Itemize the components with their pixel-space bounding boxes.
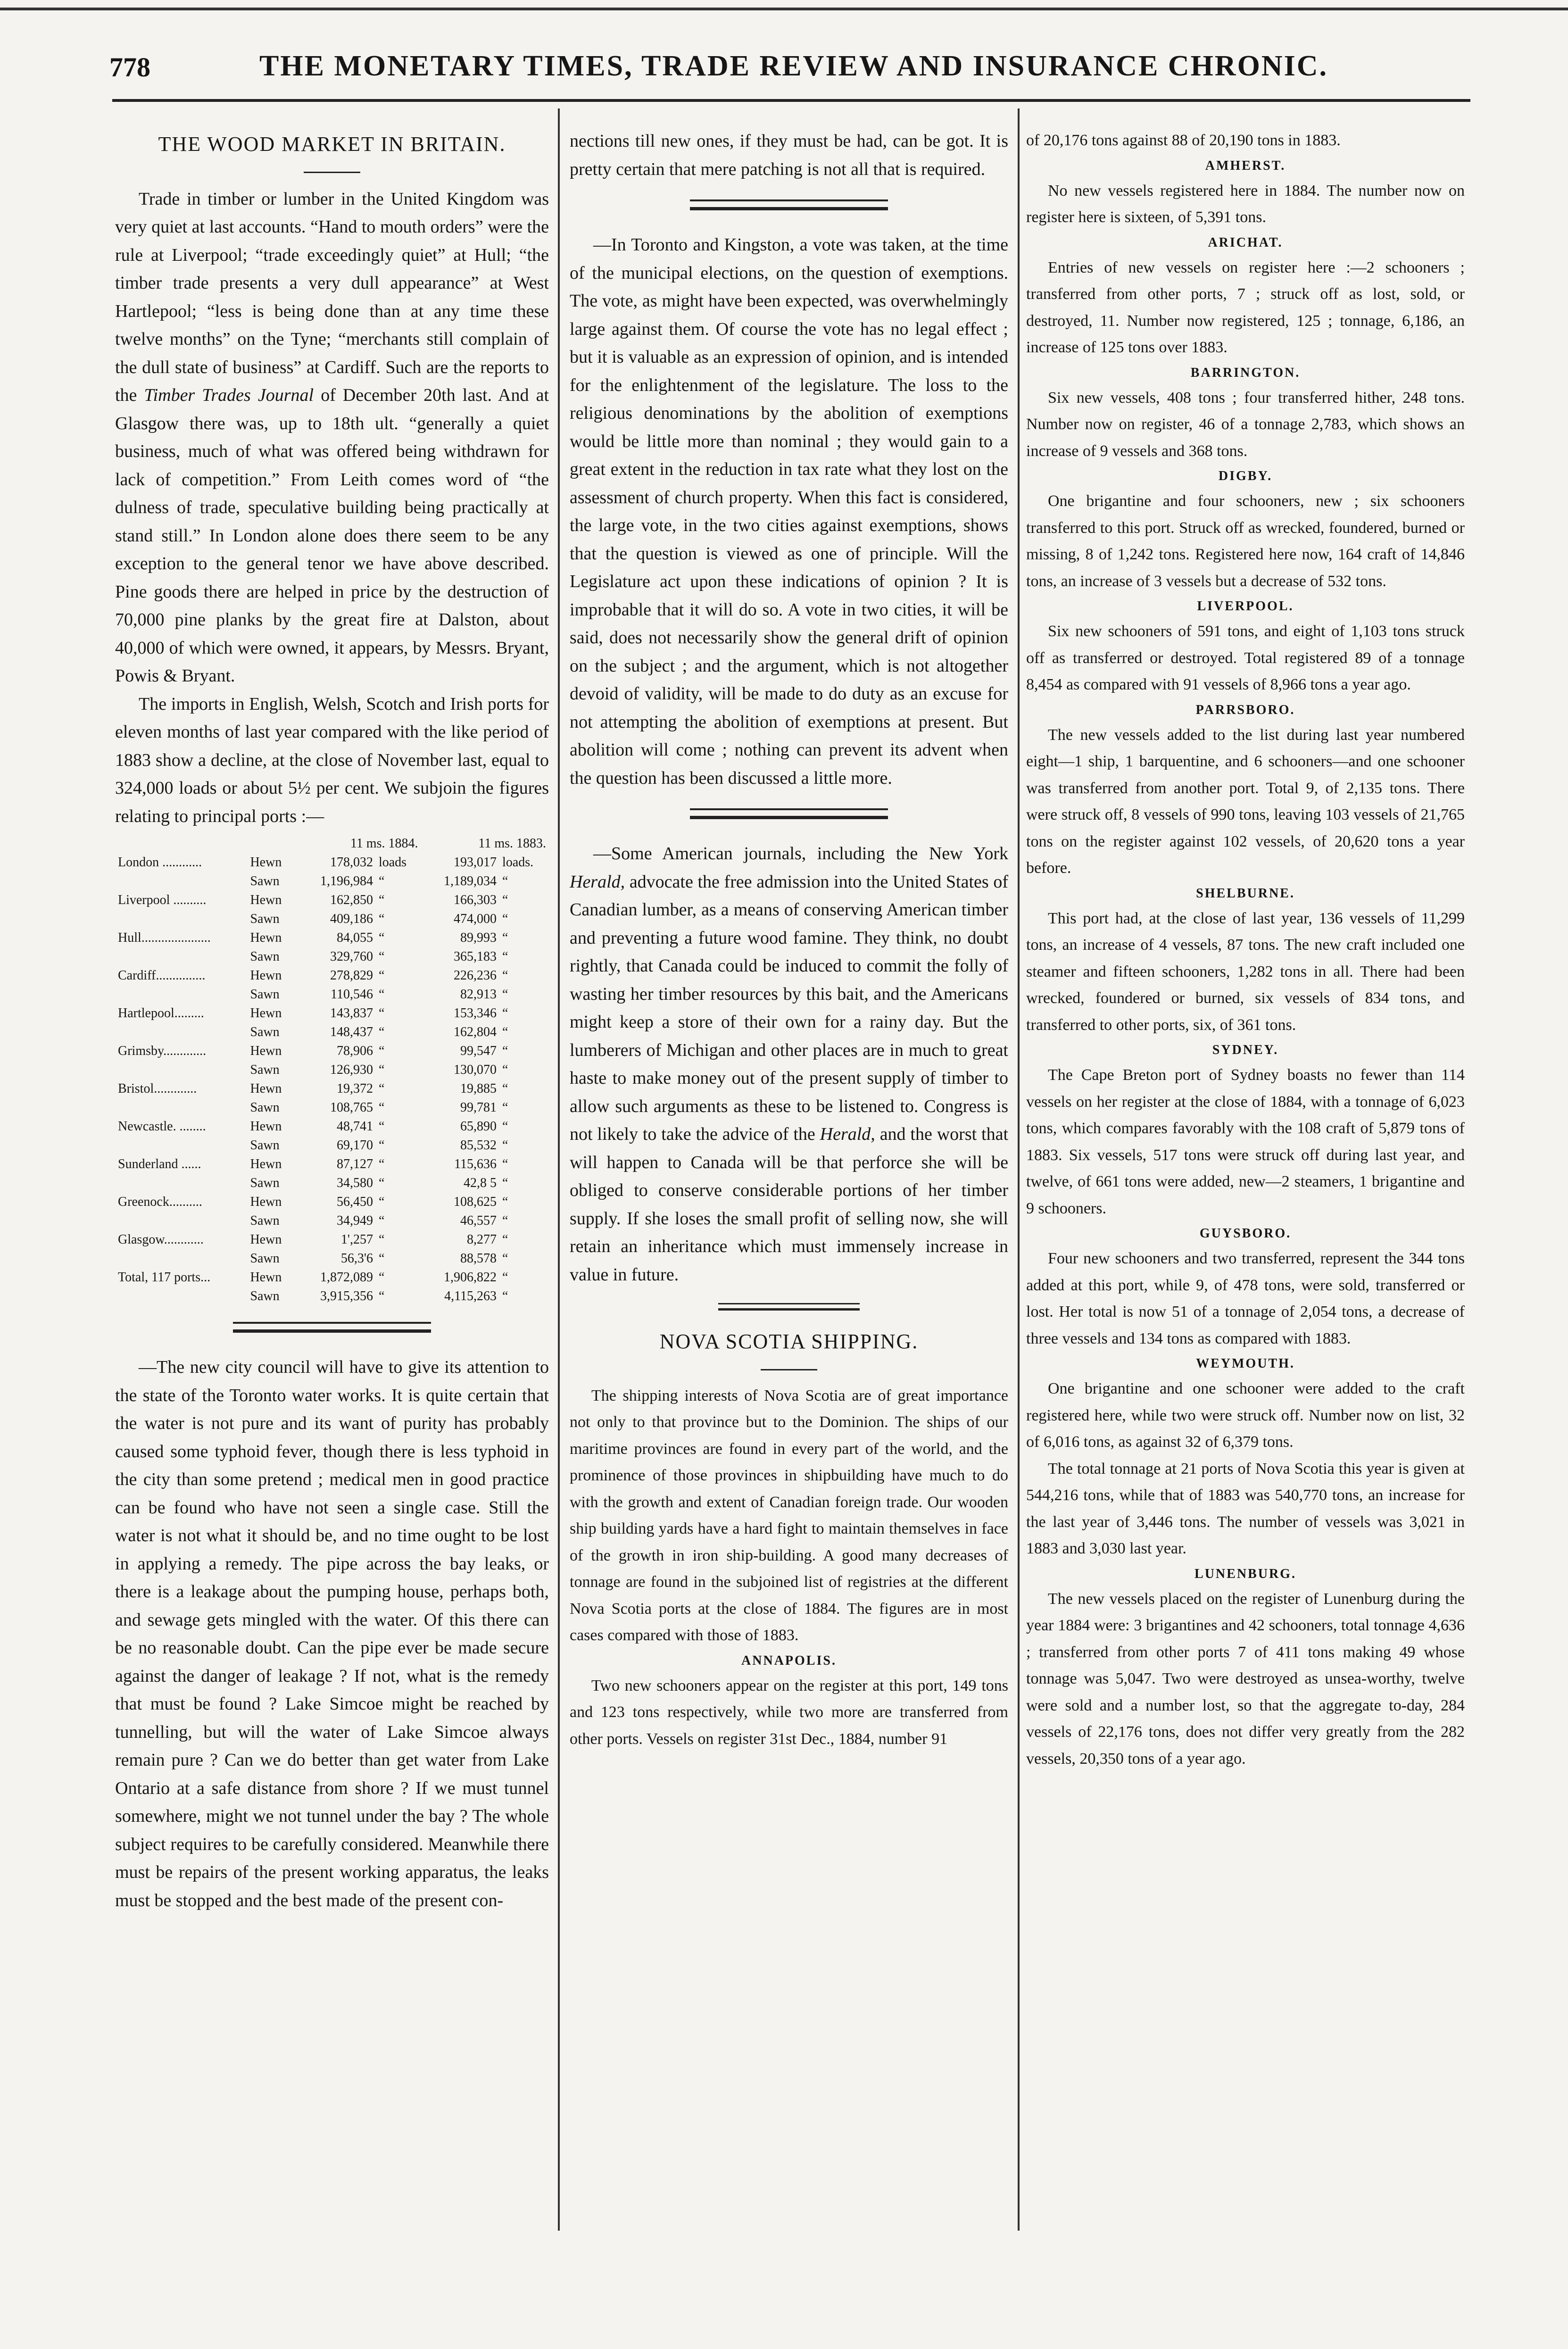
port-cell xyxy=(115,1061,247,1079)
value-1884-cell: 69,170 xyxy=(336,1138,373,1153)
value-1883-cell: 4,115,263 xyxy=(444,1289,497,1303)
newspaper-name: Herald, xyxy=(820,1124,875,1144)
kind-cell: Hewn xyxy=(250,1157,282,1171)
value-1884-cell: 278,829 xyxy=(330,968,373,983)
imports-table xyxy=(115,834,549,1306)
column-1 xyxy=(115,127,549,1915)
port-heading: AMHERST. xyxy=(1205,158,1286,173)
value-1883-cell: 88,578 xyxy=(460,1251,497,1266)
unit-cell: “ xyxy=(378,1270,385,1285)
value-1884-cell: 1,196,984 xyxy=(320,874,373,888)
port-cell xyxy=(115,947,247,966)
kind-cell: Hewn xyxy=(250,855,282,870)
paragraph: The new vessels placed on the register of Lunenburg during the year 1884 were: 3 brigantines and 42 schooners, total tonnage 4,636 ; transferred from other ports 7 of 411 tons making 49 whose tonnage was 5,047. Two were destroyed as unsea-worthy, twelve were sold and a number lost, so that the aggregate to-day, 284 vessels of 22,176 tons, does not differ very greatly from the 282 vessels, 20,350 tons of a year ago. xyxy=(1026,1590,1465,1768)
kind-cell: Sawn xyxy=(250,987,280,1002)
table-row xyxy=(115,1287,549,1306)
value-1884-cell: 3,915,356 xyxy=(320,1289,373,1303)
value-1883-cell: 193,017 xyxy=(454,855,497,870)
unit-cell: “ xyxy=(378,1119,385,1134)
kind-cell: Hewn xyxy=(250,930,282,945)
column-2 xyxy=(570,127,1008,1752)
unit-cell: “ xyxy=(502,1100,508,1115)
kind-cell: Hewn xyxy=(250,1195,282,1209)
unit-cell: “ xyxy=(378,1232,385,1247)
paragraph: Six new vessels, 408 tons ; four transferred hither, 248 tons. Number now on register, 46 of a tonnage 2,783, which shows an increase of 9 vessels and 368 tons. xyxy=(1026,389,1465,460)
value-1883-cell: 1,906,822 xyxy=(444,1270,497,1285)
unit-cell: “ xyxy=(502,987,508,1002)
value-1884-cell: 34,580 xyxy=(336,1176,373,1190)
kind-cell: Sawn xyxy=(250,1176,280,1190)
unit-cell: “ xyxy=(502,1213,508,1228)
value-1883-cell: 130,070 xyxy=(454,1062,497,1077)
unit-cell: “ xyxy=(502,912,508,926)
value-1883-cell: 365,183 xyxy=(454,949,497,964)
value-1883-cell: 46,557 xyxy=(460,1213,497,1228)
kind-cell: Sawn xyxy=(250,949,280,964)
unit-cell: “ xyxy=(502,1081,508,1096)
table-row xyxy=(115,1136,549,1155)
value-1883-cell: 99,547 xyxy=(460,1044,497,1058)
unit-cell: “ xyxy=(502,1006,508,1021)
port-cell xyxy=(115,1098,247,1117)
unit-cell: “ xyxy=(502,1176,508,1190)
table-row xyxy=(115,891,549,910)
unit-cell: loads. xyxy=(502,855,534,870)
value-1883-cell: 474,000 xyxy=(454,912,497,926)
imports-table-body xyxy=(115,853,549,1306)
port-cell xyxy=(115,1174,247,1193)
kind-cell: Sawn xyxy=(250,1289,280,1303)
title-rule xyxy=(761,1369,817,1370)
kind-cell: Sawn xyxy=(250,1025,280,1039)
table-row xyxy=(115,1004,549,1023)
unit-cell: “ xyxy=(502,1138,508,1153)
paragraph: Four new schooners and two transferred, represent the 344 tons added at this port, while 9, of 478 tons, were sold, transferred or lost. Her total is now 51 of a tonnage of 2,054 tons, a decrease of three vessels and 134 tons as compared with 1883. xyxy=(1026,1250,1465,1347)
value-1883-cell: 65,890 xyxy=(460,1119,497,1134)
paragraph: The imports in English, Welsh, Scotch and Irish ports for eleven months of last year compared with the like period of 1883 show a decline, at the close of November last, equal to 324,000 loads or about 5½ per cent. We subjoin the figures relating to principal ports :— xyxy=(115,694,549,826)
page-number: 778 xyxy=(109,52,150,83)
kind-cell: Hewn xyxy=(250,1044,282,1058)
table-row xyxy=(115,966,549,985)
unit-cell: “ xyxy=(502,874,508,888)
table-row xyxy=(115,1061,549,1079)
paragraph: The shipping interests of Nova Scotia are of great importance not only to that province but to the Dominion. The ships of our maritime provinces are found in every part of the world, and the prominence of those provinces in shipbuilding have much to do with the growth and extent of Canadian foreign trade. Our wooden ship building yards have a hard fight to maintain themselves in face of the growth in iron ship-building. A good many decreases of tonnage are found in the subjoined list of registries at the different Nova Scotia ports at the close of 1884. The figures are in most cases compared with those of 1883. xyxy=(570,1386,1008,1644)
unit-cell: “ xyxy=(502,1025,508,1039)
port-heading: SHELBURNE. xyxy=(1196,886,1295,901)
table-row xyxy=(115,947,549,966)
unit-cell: “ xyxy=(378,1157,385,1171)
paragraph: —In Toronto and Kingston, a vote was taken, at the time of the municipal elections, on the question of exemptions. The vote, as might have been expected, was overwhelmingly large against them. Of course the vote has no legal effect ; but it is valuable as an expression of opinion, and is intended for the enlightenment of the legislature. The loss to the religious denominations by the abolition of exemptions would be little more than nominal ; they would gain to a great extent in the reduction in tax rate what they lost on the assessment of church property. When this fact is considered, the large vote, in the two cities against exemptions, shows that the question is viewed as one of principle. Will the Legislature act upon these indications of opinion ? It is improbable that it will do so. A vote in two cities, it will be said, does not necessarily show the general drift of opinion on the subject ; and the argument, which is not altogether devoid of validity, will be made to do duty as an excuse for not attempting the abolition of exemptions at present. But abolition will come ; nothing can prevent its advent when the question has been discussed a little more. xyxy=(570,235,1008,788)
table-row xyxy=(115,1117,549,1136)
article-title: THE WOOD MARKET IN BRITAIN. xyxy=(158,133,506,156)
table-row xyxy=(115,1249,549,1268)
unit-cell: “ xyxy=(502,968,508,983)
table-row xyxy=(115,1079,549,1098)
port-cell xyxy=(115,910,247,929)
value-1883-cell: 1,189,034 xyxy=(444,874,497,888)
port-cell xyxy=(115,1212,247,1230)
value-1884-cell: 34,949 xyxy=(336,1213,373,1228)
journal-name: Timber Trades Journal xyxy=(144,385,314,405)
port-cell: Total, 117 ports... xyxy=(118,1270,211,1285)
value-1883-cell: 226,236 xyxy=(454,968,497,983)
unit-cell: “ xyxy=(502,949,508,964)
unit-cell: “ xyxy=(378,1251,385,1266)
unit-cell: “ xyxy=(378,1195,385,1209)
paragraph-continued: nections till new ones, if they must be had, can be got. It is pretty certain that mere patching is not all that is required. xyxy=(570,131,1008,179)
value-1883-cell: 108,625 xyxy=(454,1195,497,1209)
unit-cell: “ xyxy=(378,1081,385,1096)
kind-cell: Hewn xyxy=(250,968,282,983)
column-divider xyxy=(1018,108,1020,2231)
column-header: 11 ms. 1884. xyxy=(350,836,418,851)
newspaper-name: Herald, xyxy=(570,872,625,892)
port-heading: BARRINGTON. xyxy=(1190,365,1301,380)
unit-cell: “ xyxy=(378,874,385,888)
port-cell xyxy=(115,1136,247,1155)
table-row xyxy=(115,1023,549,1042)
paragraph: —Some American journals, including the New York Herald, advocate the free admission into the United States of Canadian lumber, as a means of conserving American timber and preventing a future wood famine. They think, no doubt rightly, that Canada could be induced to commit the folly of wasting her timber resources by this bait, and the Americans might keep a store of their own for a rainy day. But the lumberers of Michigan and other places are in much to great haste to make money out of the present supply of timber to allow such arguments as these to be listened to. Congress is not likely to take the advice of the Herald, and the worst that will happen to Canada will be that perforce she will be obliged to conserve considerable portions of her timber supply. If she loses the small profit of selling now, she will retain an inheritance which must immensely increase in value in future. xyxy=(570,844,1009,1285)
unit-cell: “ xyxy=(502,1232,508,1247)
unit-cell: “ xyxy=(502,1289,508,1303)
table-row xyxy=(115,910,549,929)
value-1884-cell: 143,837 xyxy=(330,1006,373,1021)
unit-cell: “ xyxy=(378,1289,385,1303)
unit-cell: “ xyxy=(502,1195,508,1209)
port-heading: PARRSBORO. xyxy=(1195,702,1295,717)
paragraph: This port had, at the close of last year, 136 vessels of 11,299 tons, an increase of 4 vessels, 87 tons. The new craft included one steamer and fifteen schooners, 1,282 tons in all. There had been wrecked, foundered or burned, six vessels of 834 tons, and transferred to other ports, six, of 361 tons. xyxy=(1026,909,1465,1034)
unit-cell: “ xyxy=(378,1025,385,1039)
unit-cell: “ xyxy=(378,1006,385,1021)
port-cell: Newcastle. ........ xyxy=(118,1119,206,1134)
port-heading: DIGBY. xyxy=(1218,469,1273,483)
kind-cell: Sawn xyxy=(250,1062,280,1077)
section-separator xyxy=(690,199,888,210)
port-cell xyxy=(115,1249,247,1268)
kind-cell: Sawn xyxy=(250,1138,280,1153)
value-1884-cell: 409,186 xyxy=(330,912,373,926)
table-row xyxy=(115,1268,549,1287)
port-cell: Hull..................... xyxy=(118,930,211,945)
unit-cell: “ xyxy=(378,1044,385,1058)
paragraph: The total tonnage at 21 ports of Nova Scotia this year is given at 544,216 tons, while that of 1883 was 540,770 tons, an increase for the last year of 3,446 tons. The number of vessels was 3,021 in 1883 and 3,030 last year. xyxy=(1026,1460,1465,1557)
port-heading: ARICHAT. xyxy=(1208,235,1283,250)
port-cell: Hartlepool......... xyxy=(118,1006,204,1021)
value-1884-cell: 78,906 xyxy=(336,1044,373,1058)
port-cell: Liverpool .......... xyxy=(118,893,207,907)
kind-cell: Sawn xyxy=(250,1251,280,1266)
unit-cell: “ xyxy=(502,1157,508,1171)
table-header-row xyxy=(115,834,549,853)
table-row xyxy=(115,1230,549,1249)
value-1884-cell: 1,872,089 xyxy=(320,1270,373,1285)
value-1884-cell: 1',257 xyxy=(340,1232,373,1247)
port-cell: Bristol............. xyxy=(118,1081,197,1096)
column-divider xyxy=(558,108,560,2231)
value-1883-cell: 42,8 5 xyxy=(464,1176,497,1190)
port-cell xyxy=(115,872,247,891)
column-3 xyxy=(1026,127,1465,1772)
unit-cell: “ xyxy=(502,930,508,945)
unit-cell: “ xyxy=(502,1251,508,1266)
value-1883-cell: 153,346 xyxy=(454,1006,497,1021)
paragraph-continued: of 20,176 tons against 88 of 20,190 tons in 1883. xyxy=(1026,132,1341,149)
value-1884-cell: 87,127 xyxy=(336,1157,373,1171)
kind-cell: Sawn xyxy=(250,1100,280,1115)
value-1884-cell: 108,765 xyxy=(330,1100,373,1115)
kind-cell: Sawn xyxy=(250,1213,280,1228)
value-1883-cell: 162,804 xyxy=(454,1025,497,1039)
unit-cell: “ xyxy=(502,893,508,907)
unit-cell: “ xyxy=(378,930,385,945)
value-1884-cell: 110,546 xyxy=(331,987,373,1002)
section-separator xyxy=(690,808,888,819)
unit-cell: loads xyxy=(378,855,407,870)
kind-cell: Hewn xyxy=(250,893,282,907)
unit-cell: “ xyxy=(378,968,385,983)
port-cell: Grimsby............. xyxy=(118,1044,207,1058)
table-row xyxy=(115,1098,549,1117)
kind-cell: Hewn xyxy=(250,1232,282,1247)
value-1884-cell: 19,372 xyxy=(336,1081,373,1096)
table-row xyxy=(115,985,549,1004)
nova-scotia-intro xyxy=(570,1383,1008,1753)
paragraph: No new vessels registered here in 1884. The number now on register here is sixteen, of 5,391 tons. xyxy=(1026,182,1465,226)
table-row xyxy=(115,1193,549,1212)
port-cell xyxy=(115,1023,247,1042)
paragraph: The new vessels added to the list during last year numbered eight—1 ship, 1 barquentine, and 6 schooners—and one schooner was transferred from another port. Total 9, of 2,135 tons. There were struck off, 8 vessels of 990 tons, leaving 103 vessels of 21,765 tons on the register against 102 vessels, of 20,620 tons a year before. xyxy=(1026,726,1465,877)
table-row xyxy=(115,1042,549,1061)
port-cell xyxy=(115,985,247,1004)
paragraph: Trade in timber or lumber in the United Kingdom was very quiet at last accounts. “Hand to mouth orders” were the rule at Liverpool; “trade exceedingly quiet” at Hull; “the timber trade presents a very dull appearance” at West Hartlepool; “less is being done than at any time these twelve months” on the Tyne; “merchants still complain of the dull state of business” at Cardiff. Such are the reports to the Timber Trades Journal of December 20th last. And at Glasgow there was, up to 18th ult. “generally a quiet business, much of what was offered being withdrawn for lack of competition.” From Leith comes word of “the dulness of trade, speculative building being practically at stand still.” In London alone does there seem to be any exception to the general tenor we have above described. Pine goods there are helped in price by the destruction of 70,000 pine planks by the great fire at Dalston, about 40,000 of which were owned, it appears, by Messrs. Bryant, Powis & Bryant. xyxy=(115,189,549,686)
value-1883-cell: 115,636 xyxy=(454,1157,497,1171)
port-heading: LIVERPOOL. xyxy=(1197,599,1294,614)
value-1884-cell: 56,450 xyxy=(336,1195,373,1209)
table-row xyxy=(115,872,549,891)
value-1884-cell: 56,3'6 xyxy=(340,1251,373,1266)
value-1884-cell: 48,741 xyxy=(336,1119,373,1134)
paragraph: Six new schooners of 591 tons, and eight of 1,103 tons struck off as transferred or destroyed. Total registered 89 of a tonnage 8,454 as compared with 91 vessels of 8,966 tons a year ago. xyxy=(1026,623,1465,693)
paragraph: Two new schooners appear on the register at this port, 149 tons and 123 tons respectively, while two more are transferred from other ports. Vessels on register 31st Dec., 1884, number 91 xyxy=(570,1677,1008,1748)
value-1884-cell: 126,930 xyxy=(330,1062,373,1077)
paragraph: One brigantine and one schooner were added to the craft registered here, while two were struck off. Number now on list, 32 of 6,016 tons, as against 32 of 6,379 tons. xyxy=(1026,1380,1465,1451)
unit-cell: “ xyxy=(378,1176,385,1190)
value-1884-cell: 148,437 xyxy=(330,1025,373,1039)
unit-cell: “ xyxy=(378,1100,385,1115)
port-heading: WEYMOUTH. xyxy=(1196,1356,1295,1371)
kind-cell: Hewn xyxy=(250,1006,282,1021)
unit-cell: “ xyxy=(378,1062,385,1077)
section-separator xyxy=(233,1322,431,1333)
table-row xyxy=(115,1174,549,1193)
port-heading: GUYSBORO. xyxy=(1199,1226,1292,1241)
unit-cell: “ xyxy=(378,1138,385,1153)
masthead-title: THE MONETARY TIMES, TRADE REVIEW AND INSURANCE CHRONIC. xyxy=(259,50,1328,82)
top-border-rule xyxy=(0,8,1568,10)
value-1883-cell: 166,303 xyxy=(454,893,497,907)
port-heading: ANNAPOLIS. xyxy=(741,1653,837,1668)
kind-cell: Hewn xyxy=(250,1119,282,1134)
paragraph: The Cape Breton port of Sydney boasts no fewer than 114 vessels on her register at the close of 1884, with a tonnage of 6,023 tons, which compares favorably with the 108 craft of 5,879 tons of 1883. Six vessels, 517 tons were struck off during last year, and twelve, of 661 tons were added, new—2 steamers, 1 brigantine and 9 schooners. xyxy=(1026,1066,1465,1217)
unit-cell: “ xyxy=(378,912,385,926)
kind-cell: Sawn xyxy=(250,874,280,888)
unit-cell: “ xyxy=(502,1044,508,1058)
table-row xyxy=(115,1212,549,1230)
port-cell: London ............ xyxy=(118,855,202,870)
kind-cell: Hewn xyxy=(250,1081,282,1096)
page-header xyxy=(94,45,1518,87)
value-1884-cell: 84,055 xyxy=(336,930,373,945)
paragraph: —The new city council will have to give its attention to the state of the Toronto water works. It is quite certain that the water is not pure and its want of purity has probably caused some typhoid fever, though there is less typhoid in the city than some pretend ; medical men in good practice can be found who have not seen a single case. Still the water is not what it should be, and no time ought to be lost in applying a remedy. The pipe across the bay leaks, or there is a leakage about the pumping house, perhaps both, and sewage gets mingled with the water. Of this there can be no reasonable doubt. Can the pipe ever be made secure against the danger of leakage ? If not, what is the remedy that must be found ? Lake Simcoe might be reached by tunnelling, but will the water of Lake Simcoe always remain pure ? Can we do better than get water from Lake Ontario at a safe distance from shore ? If we must tunnel somewhere, might we not tunnel under the bay ? The whole subject requires to be carefully considered. Meanwhile there must be repairs of the present working apparatus, the leaks must be stopped and the best made of the present con- xyxy=(115,1357,549,1910)
paragraph: One brigantine and four schooners, new ; six schooners transferred to this port. Struck off as wrecked, foundered, burned or missing, 8 of 1,242 tons. Registered here now, 164 craft of 14,846 tons, an increase of 3 vessels but a decrease of 532 tons. xyxy=(1026,492,1465,590)
column-header: 11 ms. 1883. xyxy=(478,836,546,851)
unit-cell: “ xyxy=(502,1119,508,1134)
table-row xyxy=(115,1155,549,1174)
unit-cell: “ xyxy=(502,1270,508,1285)
table-row xyxy=(115,929,549,947)
value-1883-cell: 8,277 xyxy=(467,1232,497,1247)
value-1884-cell: 162,850 xyxy=(330,893,373,907)
value-1883-cell: 82,913 xyxy=(460,987,497,1002)
value-1883-cell: 19,885 xyxy=(460,1081,497,1096)
value-1883-cell: 85,532 xyxy=(460,1138,497,1153)
header-rule xyxy=(112,99,1470,102)
value-1884-cell: 178,032 xyxy=(330,855,373,870)
port-cell: Glasgow............ xyxy=(118,1232,204,1247)
unit-cell: “ xyxy=(378,987,385,1002)
port-cell: Cardiff............... xyxy=(118,968,206,983)
port-heading: SYDNEY. xyxy=(1212,1043,1279,1057)
article-title: NOVA SCOTIA SHIPPING. xyxy=(659,1330,919,1353)
kind-cell: Sawn xyxy=(250,912,280,926)
title-rule xyxy=(304,172,360,173)
unit-cell: “ xyxy=(502,1062,508,1077)
unit-cell: “ xyxy=(378,949,385,964)
section-separator xyxy=(718,1303,860,1311)
kind-cell: Hewn xyxy=(250,1270,282,1285)
table-row xyxy=(115,853,549,872)
unit-cell: “ xyxy=(378,1213,385,1228)
port-cell: Sunderland ...... xyxy=(118,1157,201,1171)
value-1884-cell: 329,760 xyxy=(330,949,373,964)
value-1883-cell: 89,993 xyxy=(460,930,497,945)
port-heading: LUNENBURG. xyxy=(1195,1566,1296,1581)
port-cell xyxy=(115,1287,247,1306)
unit-cell: “ xyxy=(378,893,385,907)
value-1883-cell: 99,781 xyxy=(460,1100,497,1115)
port-cell: Greenock.......... xyxy=(118,1195,202,1209)
paragraph: Entries of new vessels on register here :—2 schooners ; transferred from other ports, 7 ; struck off as lost, sold, or destroyed, 11. Number now registered, 125 ; tonnage, 6,186, an increase of 125 tons over 1883. xyxy=(1026,258,1465,356)
